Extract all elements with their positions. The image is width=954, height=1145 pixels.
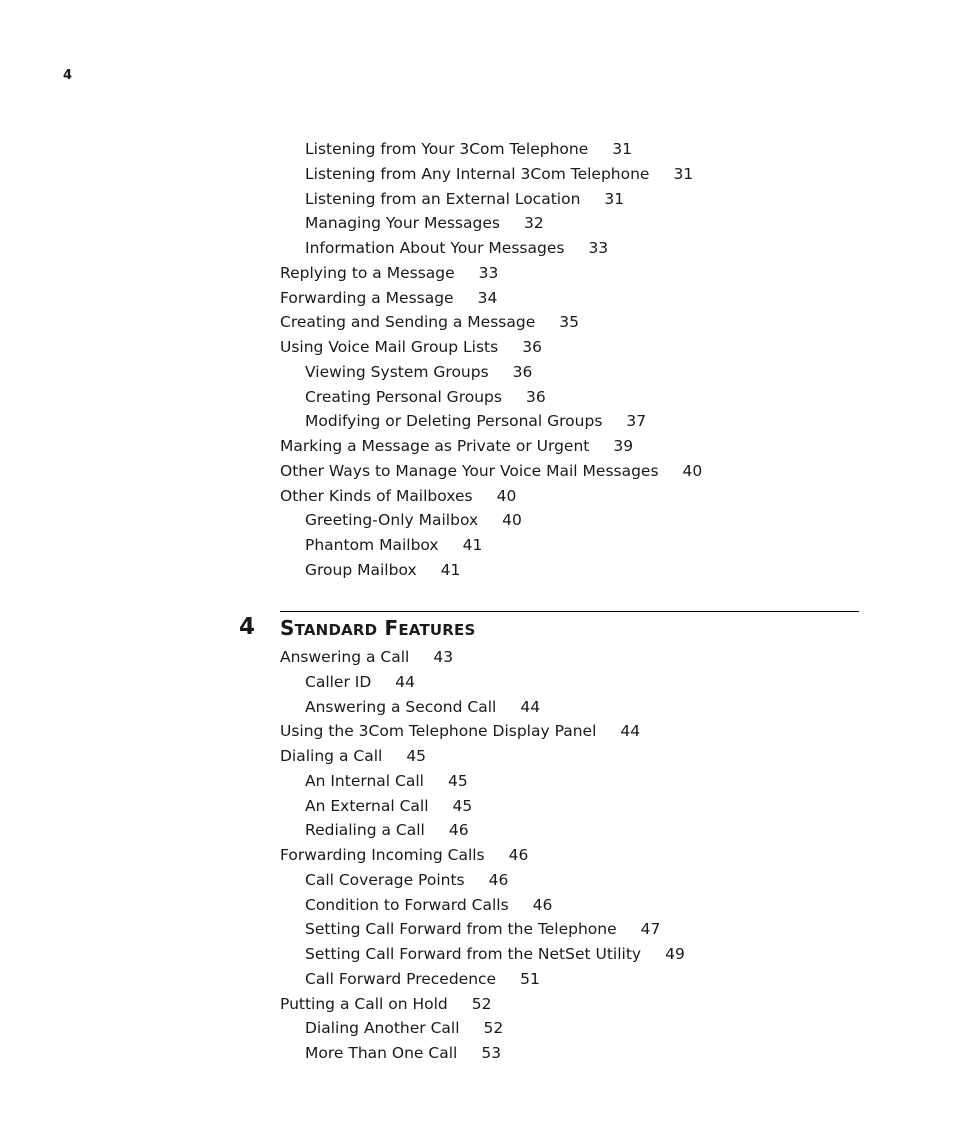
toc-entry-page: 51 bbox=[520, 969, 540, 988]
toc-entry[interactable] bbox=[305, 672, 415, 692]
chapter-title-cap: S bbox=[280, 616, 295, 640]
toc-entry[interactable] bbox=[305, 560, 460, 580]
toc-entry-title: An External Call bbox=[305, 796, 429, 815]
toc-entry[interactable] bbox=[305, 697, 540, 717]
toc-entry[interactable] bbox=[280, 721, 640, 741]
toc-entry-page: 43 bbox=[433, 648, 454, 666]
toc-entry-title: Condition to Forward Calls bbox=[305, 895, 509, 914]
toc-entry-title: Listening from Any Internal 3Com Telephone bbox=[305, 164, 650, 183]
toc-entry-page: 36 bbox=[525, 387, 546, 406]
toc-entry-title: Phantom Mailbox bbox=[305, 536, 439, 554]
toc-entry[interactable] bbox=[305, 796, 472, 816]
toc-entry-page: 32 bbox=[523, 214, 544, 233]
toc-entry[interactable] bbox=[305, 1018, 503, 1038]
toc-entry-title: An Internal Call bbox=[305, 771, 424, 790]
toc-entry-page: 49 bbox=[665, 945, 685, 963]
chapter-title-rest: TANDARD bbox=[294, 621, 378, 639]
toc-entry-page: 36 bbox=[522, 338, 542, 356]
toc-entry-page: 35 bbox=[559, 313, 579, 332]
toc-entry[interactable] bbox=[305, 820, 469, 840]
toc-entry-title: Replying to a Message bbox=[280, 263, 455, 282]
toc-entry-page: 31 bbox=[612, 140, 633, 158]
toc-entry[interactable] bbox=[305, 213, 544, 233]
toc-entry-page: 33 bbox=[478, 263, 499, 282]
toc-entry-page: 46 bbox=[532, 895, 553, 914]
toc-entry[interactable] bbox=[305, 1043, 501, 1063]
chapter-number: 4 bbox=[239, 614, 256, 640]
toc-entry-title: Forwarding Incoming Calls bbox=[280, 846, 485, 864]
toc-entry[interactable] bbox=[305, 139, 632, 159]
toc-entry[interactable] bbox=[305, 387, 546, 407]
toc-entry-page: 40 bbox=[502, 511, 522, 530]
toc-entry-page: 36 bbox=[512, 362, 533, 381]
toc-entry-title: Dialing a Call bbox=[280, 747, 383, 765]
toc-entry[interactable] bbox=[305, 510, 522, 530]
toc-entry-page: 45 bbox=[406, 747, 427, 765]
toc-entry-title: Forwarding a Message bbox=[280, 288, 454, 307]
toc-entry[interactable] bbox=[305, 238, 608, 258]
toc-entry-page: 41 bbox=[440, 560, 461, 579]
chapter-title-cap: F bbox=[384, 616, 399, 640]
toc-entry-page: 52 bbox=[483, 1019, 504, 1038]
toc-entry-title: Greeting-Only Mailbox bbox=[305, 511, 479, 530]
toc-entry-page: 44 bbox=[620, 722, 641, 741]
toc-entry-page: 39 bbox=[613, 437, 634, 455]
toc-entry-title: Dialing Another Call bbox=[305, 1019, 460, 1038]
toc-entry-title: Redialing a Call bbox=[305, 821, 425, 840]
toc-entry[interactable] bbox=[280, 647, 453, 667]
toc-entry[interactable] bbox=[305, 895, 552, 915]
toc-entry-page: 46 bbox=[488, 870, 509, 889]
toc-entry[interactable] bbox=[305, 969, 540, 989]
toc-entry[interactable] bbox=[305, 535, 482, 555]
toc-entry[interactable] bbox=[280, 461, 702, 481]
toc-entry-page: 53 bbox=[481, 1044, 502, 1062]
toc-entry[interactable] bbox=[305, 164, 693, 184]
toc-entry-page: 46 bbox=[448, 821, 469, 840]
toc-entry-title: Using Voice Mail Group Lists bbox=[280, 338, 499, 356]
toc-entry-page: 31 bbox=[673, 164, 694, 183]
toc-entry[interactable] bbox=[305, 870, 508, 890]
toc-entry-page: 41 bbox=[462, 536, 483, 554]
toc-entry[interactable] bbox=[280, 436, 633, 456]
toc-entry-page: 31 bbox=[604, 189, 625, 208]
toc-entry[interactable] bbox=[305, 771, 468, 791]
toc-entry-title: Setting Call Forward from the NetSet Utility bbox=[305, 945, 642, 963]
toc-entry-title: Modifying or Deleting Personal Groups bbox=[305, 412, 603, 431]
toc-entry[interactable] bbox=[305, 411, 646, 431]
toc-entry-page: 45 bbox=[447, 771, 468, 790]
toc-entry[interactable] bbox=[280, 263, 498, 283]
toc-entry-title: Creating Personal Groups bbox=[305, 387, 502, 406]
toc-entry[interactable] bbox=[280, 845, 528, 865]
toc-entry-page: 47 bbox=[640, 920, 661, 939]
toc-entry-title: Information About Your Messages bbox=[305, 239, 565, 257]
toc-entry-title: Call Coverage Points bbox=[305, 870, 465, 889]
toc-entry[interactable] bbox=[280, 312, 579, 332]
toc-entry-title: Using the 3Com Telephone Display Panel bbox=[280, 722, 597, 741]
toc-entry-title: Other Kinds of Mailboxes bbox=[280, 486, 473, 505]
toc-entry-title: Listening from Your 3Com Telephone bbox=[305, 140, 589, 158]
chapter-divider bbox=[280, 611, 859, 612]
chapter-title-rest: EATURES bbox=[398, 621, 476, 639]
toc-entry-page: 46 bbox=[508, 846, 529, 864]
toc-entry[interactable] bbox=[305, 919, 660, 939]
toc-entry[interactable] bbox=[280, 486, 516, 506]
toc-entry[interactable] bbox=[305, 362, 532, 382]
toc-entry-page: 44 bbox=[520, 697, 541, 716]
toc-entry-title: Marking a Message as Private or Urgent bbox=[280, 437, 590, 455]
toc-entry-title: Caller ID bbox=[305, 672, 372, 691]
toc-entry[interactable] bbox=[280, 288, 497, 308]
toc-entry-title: Other Ways to Manage Your Voice Mail Messages bbox=[280, 461, 659, 480]
toc-entry-page: 52 bbox=[471, 994, 492, 1013]
toc-entry-title: Answering a Call bbox=[280, 648, 410, 666]
page-number: 4 bbox=[63, 68, 73, 83]
toc-entry[interactable] bbox=[305, 944, 685, 964]
toc-entry-page: 40 bbox=[496, 486, 517, 505]
toc-entry-page: 44 bbox=[395, 672, 416, 691]
toc-entry-title: Putting a Call on Hold bbox=[280, 994, 448, 1013]
toc-entry-title: Answering a Second Call bbox=[305, 697, 497, 716]
toc-entry-page: 33 bbox=[588, 239, 609, 257]
toc-entry-page: 34 bbox=[477, 288, 498, 307]
toc-entry-page: 45 bbox=[452, 796, 473, 815]
chapter-title bbox=[280, 615, 475, 643]
toc-entry-title: Viewing System Groups bbox=[305, 362, 489, 381]
toc-entry-page: 37 bbox=[626, 412, 647, 431]
toc-entry[interactable] bbox=[280, 337, 542, 357]
toc-entry[interactable] bbox=[305, 189, 624, 209]
toc-entry-page: 40 bbox=[682, 461, 703, 480]
toc-entry-title: Call Forward Precedence bbox=[305, 969, 497, 988]
toc-entry-title: Creating and Sending a Message bbox=[280, 313, 536, 332]
toc-entry-title: Managing Your Messages bbox=[305, 214, 500, 233]
toc-entry-title: More Than One Call bbox=[305, 1044, 458, 1062]
toc-entry-title: Setting Call Forward from the Telephone bbox=[305, 920, 617, 939]
toc-entry-title: Group Mailbox bbox=[305, 560, 417, 579]
toc-entry[interactable] bbox=[280, 994, 492, 1014]
toc-entry-title: Listening from an External Location bbox=[305, 189, 581, 208]
toc-entry[interactable] bbox=[280, 746, 426, 766]
